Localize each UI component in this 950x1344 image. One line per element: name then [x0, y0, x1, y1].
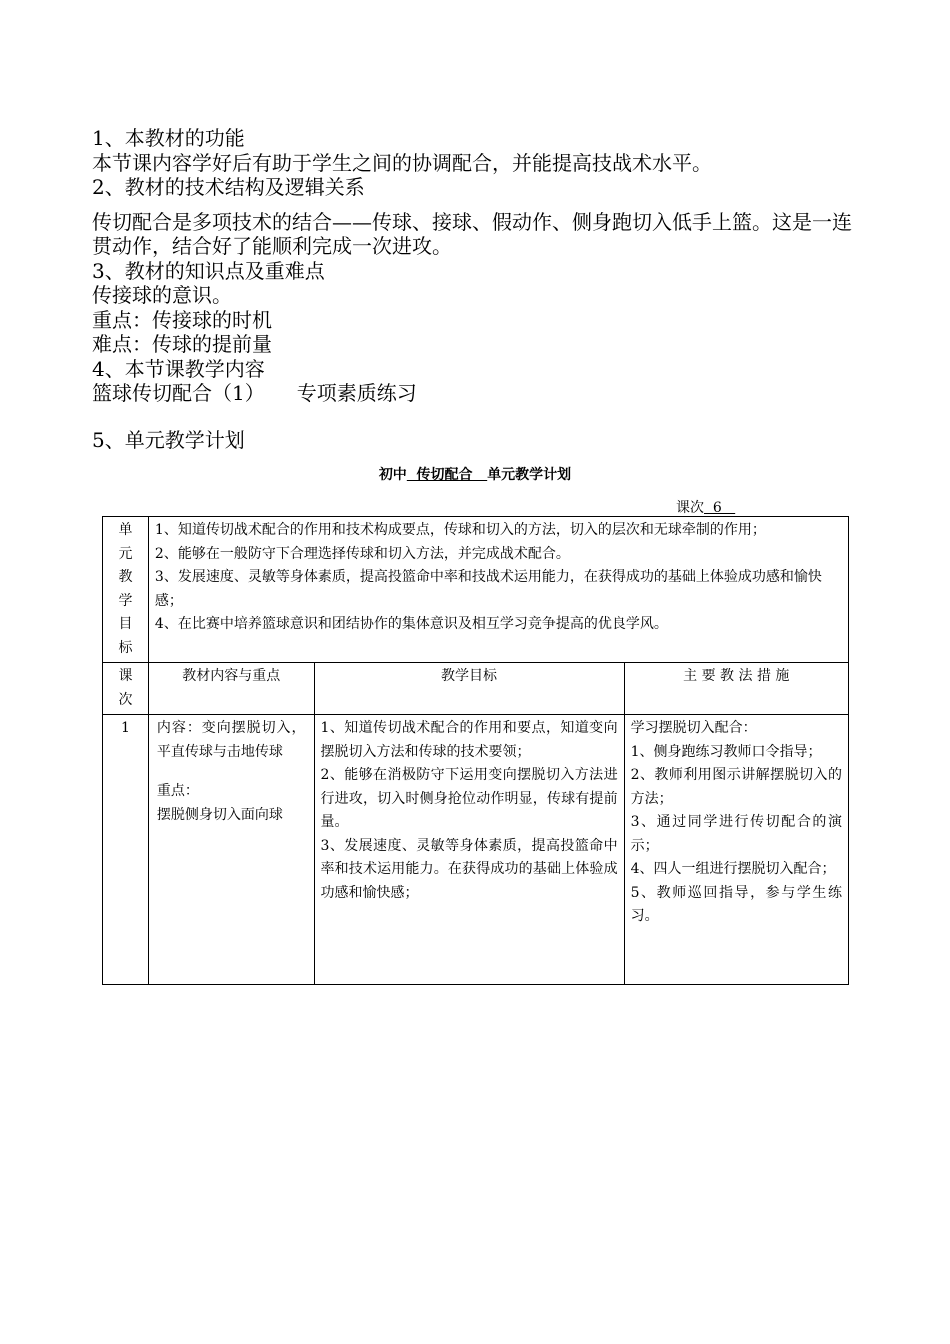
heading-function: 1、本教材的功能	[92, 126, 245, 150]
heading-knowledge: 3、教材的知识点及重难点	[92, 258, 325, 283]
content-basketball: 篮球传切配合（1）	[92, 381, 265, 405]
unit-goals-cell	[148, 517, 848, 663]
objective-item: 3、发展速度、灵敏等身体素质，提高投篮命中率和技术运用能力。在获得成功的基础上体验成功感和愉快感；	[320, 837, 618, 901]
label-char: 目	[118, 616, 133, 632]
plan-title-suffix: 单元教学计划	[487, 467, 572, 483]
plan-title-topic: 传切配合	[406, 467, 488, 483]
objective-item: 2、能够在消极防守下运用变向摆脱切入方法进行进攻，切入时侧身抢位动作明显，传球有提前量。	[320, 767, 618, 830]
content-text: 内容：变向摆脱切入，平直传球与击地传球	[156, 720, 306, 760]
table-row	[103, 715, 849, 985]
label-char: 学	[118, 592, 133, 609]
heading-structure: 2、教材的技术结构及逻辑关系	[92, 175, 365, 199]
heading-content: 4、本节课教学内容	[92, 356, 265, 381]
measure-item: 4、四人一组进行摆脱切入配合；	[630, 861, 836, 877]
plan-title	[0, 464, 950, 484]
heading-unit-plan: 5、单元教学计划	[92, 427, 245, 452]
lesson-number-label: 课次	[676, 500, 704, 516]
plan-title-prefix: 初中	[378, 467, 407, 483]
paragraph-function: 本节课内容学好后有助于学生之间的协调配合，并能提高技战术水平。	[92, 150, 712, 175]
paragraph-structure: 传切配合是多项技术的结合——传球、接球、假动作、侧身跑切入低手上篮。这是一连贯动作，结合好了能顺利完成一次进攻。	[92, 209, 852, 258]
measure-item: 5、教师巡回指导，参与学生练习。	[630, 884, 842, 924]
row-objectives	[314, 715, 624, 985]
paragraph-knowledge: 传接球的意识。	[92, 283, 232, 307]
objective-item: 1、知道传切战术配合的作用和要点，知道变向摆脱切入方法和传球的技术要领；	[320, 720, 618, 760]
header-row	[103, 663, 849, 715]
header-measures: 主 要 教 法 措 施	[624, 663, 848, 715]
lesson-number	[676, 497, 735, 517]
row-measures	[624, 715, 848, 985]
measure-item: 3、通过同学进行传切配合的演示；	[630, 814, 842, 854]
key-label: 重点：	[156, 783, 199, 799]
measure-item: 学习摆脱切入配合：	[630, 720, 757, 736]
unit-goals-row	[103, 517, 849, 663]
header-char: 次	[118, 691, 133, 708]
header-lesson	[103, 663, 149, 715]
label-char: 单	[118, 522, 133, 538]
row-content	[148, 715, 314, 985]
difficulty-point: 难点：传球的提前量	[92, 332, 272, 356]
unit-goal-item: 2、能够在一般防守下合理选择传球和切入方法，并完成战术配合。	[154, 545, 570, 562]
label-char: 教	[118, 569, 133, 585]
measure-item: 2、教师利用图示讲解摆脱切入的方法；	[630, 767, 842, 807]
content-fitness: 专项素质练习	[296, 381, 417, 405]
unit-goal-item: 1、知道传切战术配合的作用和技术构成要点，传球和切入的方法，切入的层次和无球牵制的作用；	[154, 522, 766, 538]
measure-item: 1、侧身跑练习教师口令指导；	[630, 743, 822, 760]
unit-plan-table	[102, 516, 849, 985]
header-objective: 教学目标	[314, 663, 624, 715]
header-content: 教材内容与重点	[148, 663, 314, 715]
unit-goal-label	[103, 517, 149, 663]
row-lesson-number: 1	[103, 715, 149, 985]
lesson-number-value: 6	[704, 500, 736, 516]
header-char: 课	[118, 668, 133, 684]
label-char: 元	[118, 545, 133, 562]
intro-section	[92, 126, 867, 452]
unit-goal-item: 4、在比赛中培养篮球意识和团结协作的集体意识及相互学习竞争提高的优良学风。	[154, 616, 668, 632]
key-point: 重点：传接球的时机	[92, 307, 272, 332]
key-text: 摆脱侧身切入面向球	[156, 806, 283, 823]
lesson-content	[92, 381, 867, 406]
label-char: 标	[118, 639, 133, 656]
unit-goal-item: 3、发展速度、灵敏等身体素质，提高投篮命中率和技战术运用能力，在获得成功的基础上体验成功感和愉快感；	[154, 569, 822, 609]
